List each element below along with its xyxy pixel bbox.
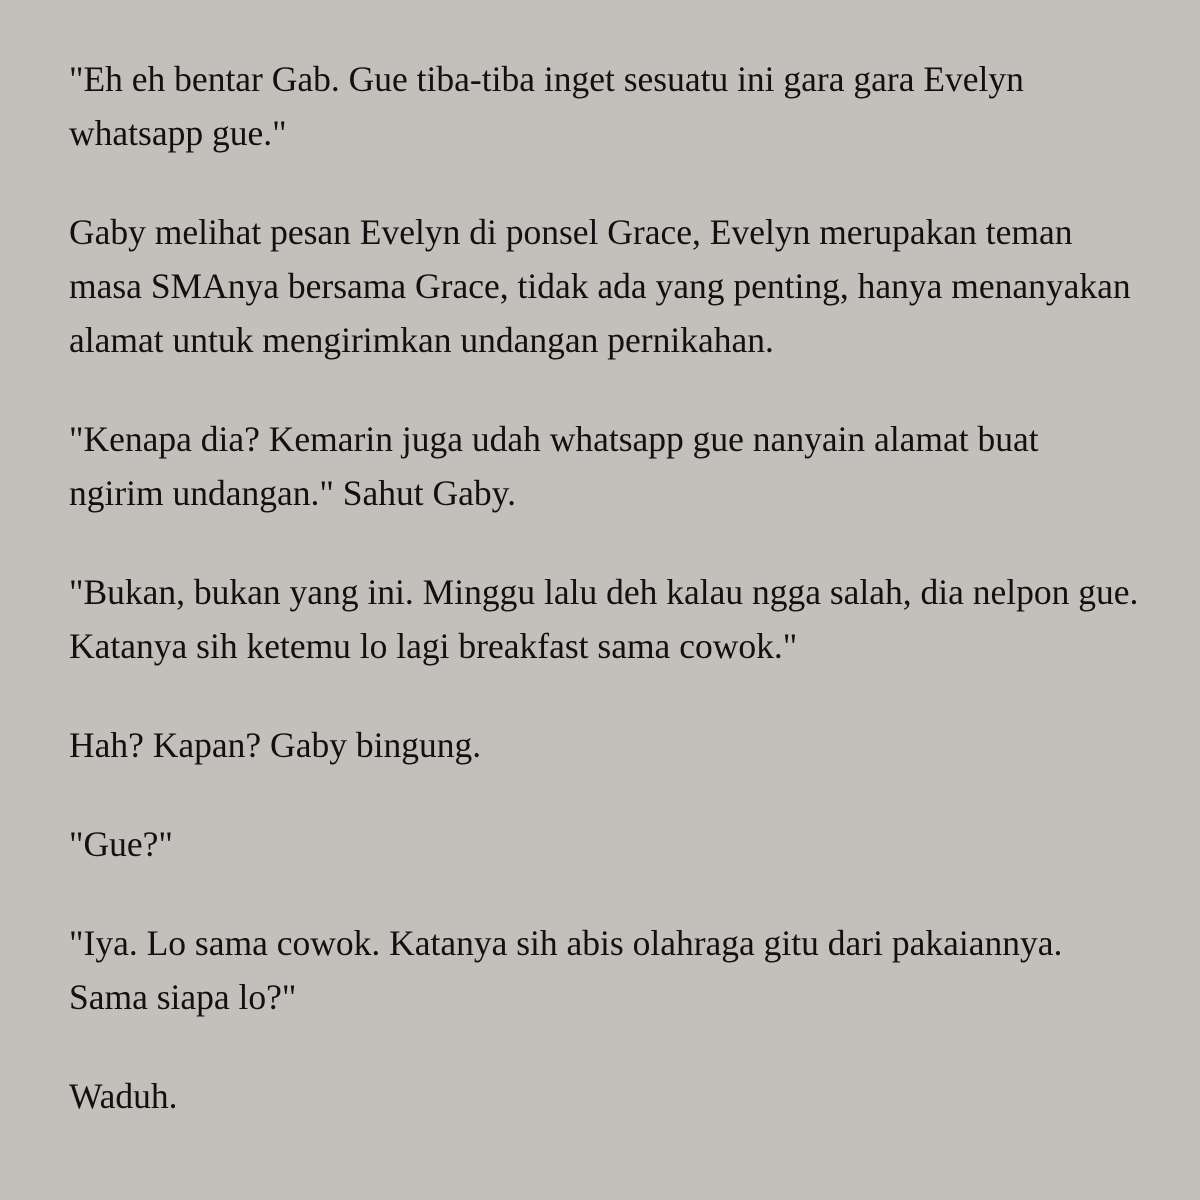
story-paragraph-4: "Bukan, bukan yang ini. Minggu lalu deh kalau ngga salah, dia nelpon gue. Katanya sih ketemu lo lagi breakfast sama cowok." [69, 572, 1139, 666]
story-paragraph-8: Waduh. [69, 1076, 178, 1116]
story-paragraph-5: Hah? Kapan? Gaby bingung. [69, 725, 482, 765]
story-paragraph-1: "Eh eh bentar Gab. Gue tiba-tiba inget sesuatu ini gara gara Evelyn whatsapp gue." [69, 59, 1024, 153]
story-paragraph-7: "Iya. Lo sama cowok. Katanya sih abis olahraga gitu dari pakaiannya. Sama siapa lo?" [69, 923, 1063, 1017]
story-paragraph-3: "Kenapa dia? Kemarin juga udah whatsapp gue nanyain alamat buat ngirim undangan." Sahut Gaby. [69, 419, 1039, 513]
story-paragraph-6: "Gue?" [69, 824, 173, 864]
story-paragraph-2: Gaby melihat pesan Evelyn di ponsel Grace, Evelyn merupakan teman masa SMAnya bersama Grace, tidak ada yang penting, hanya menanyakan alamat untuk mengirimkan undangan pernikahan. [69, 212, 1131, 360]
